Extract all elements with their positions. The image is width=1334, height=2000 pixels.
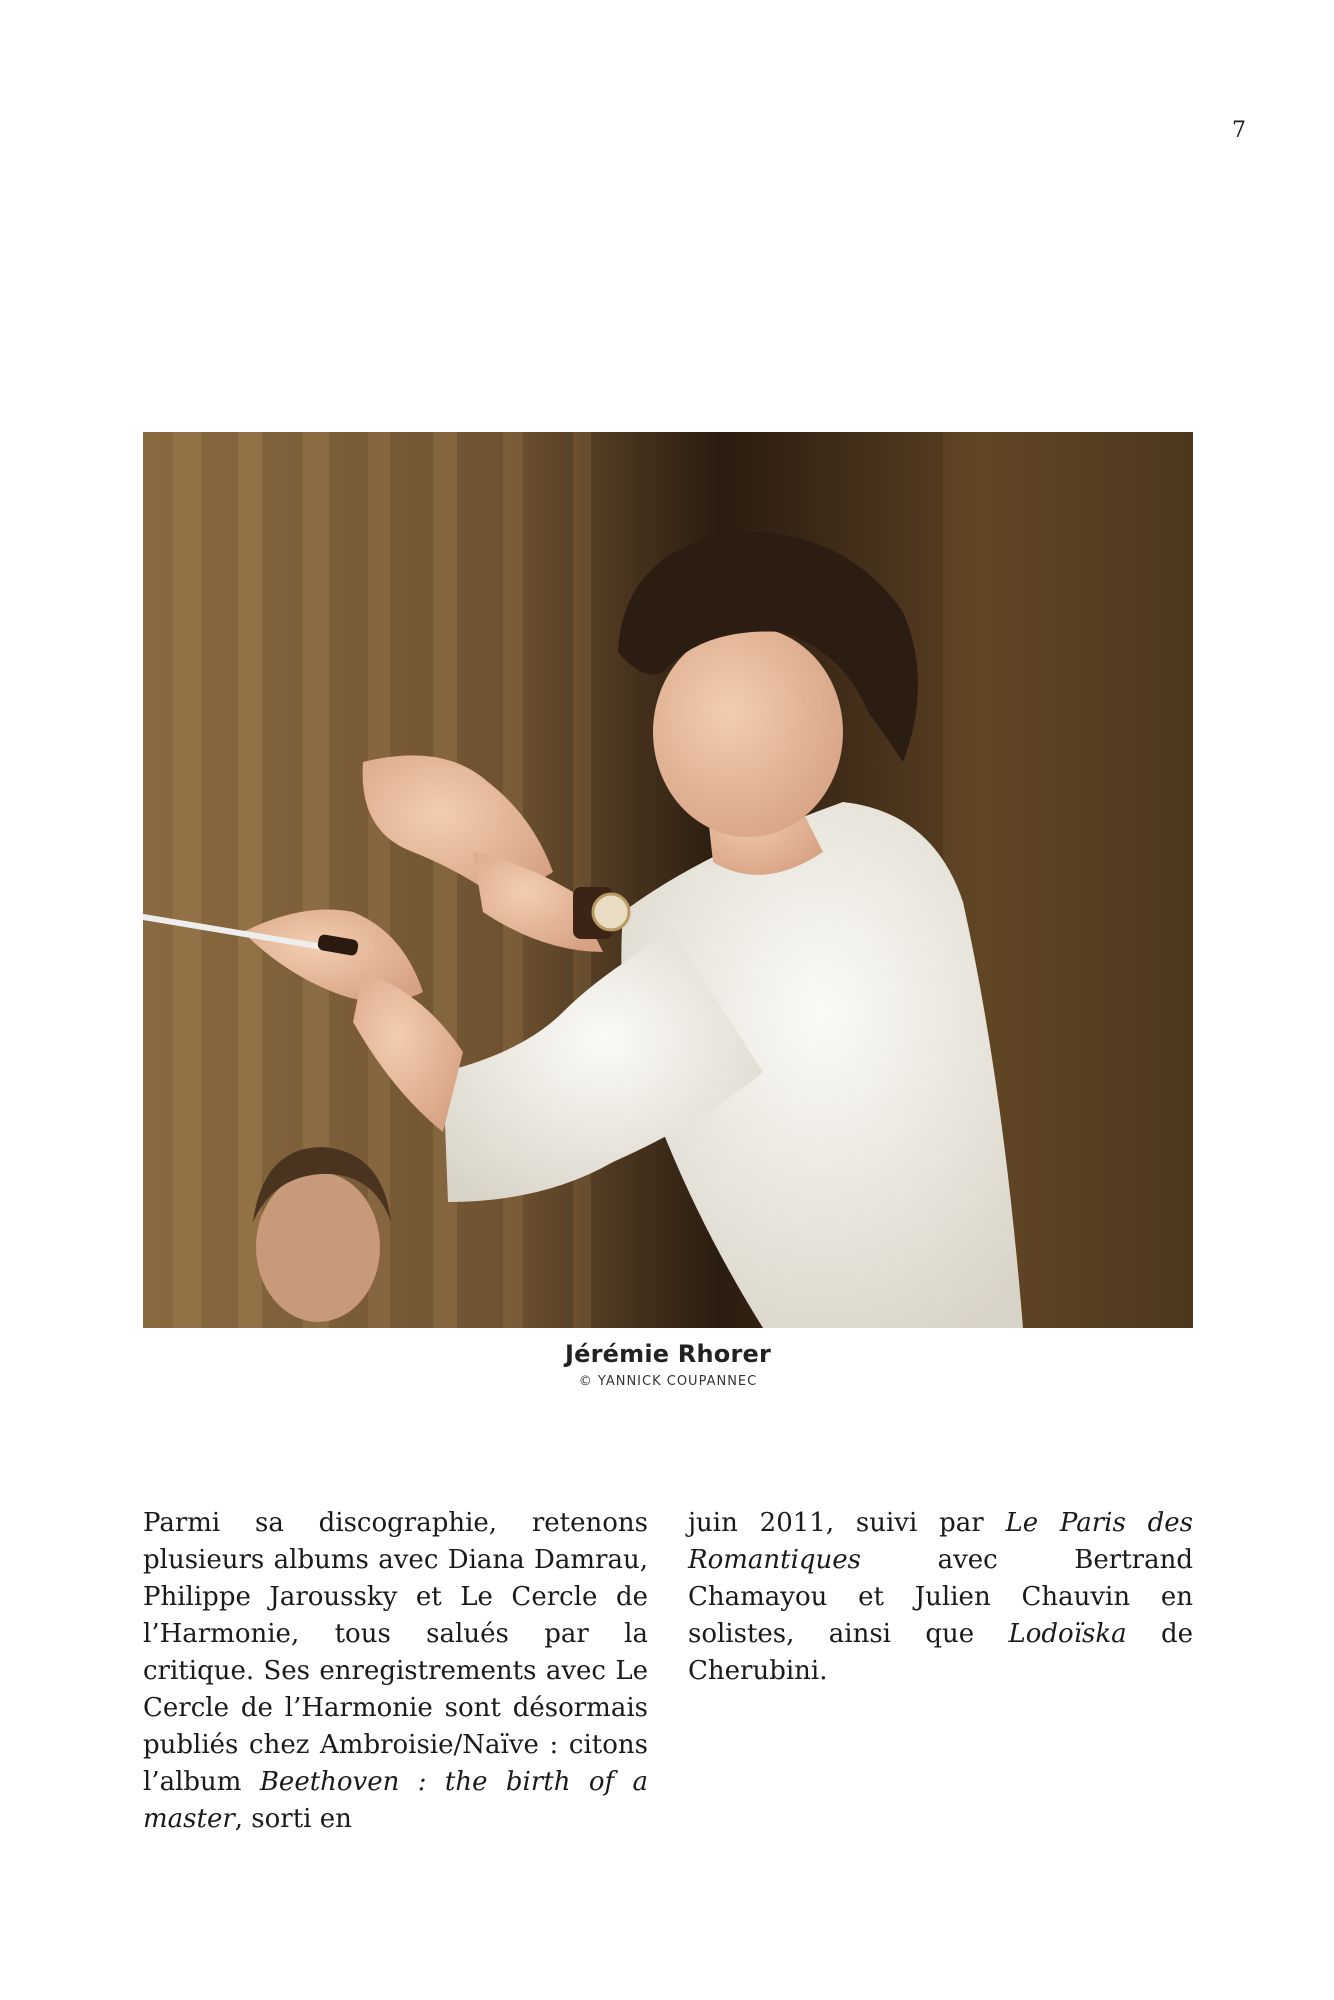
opera-title: Lodoïska: [1008, 1619, 1127, 1649]
album-title: Le Paris des Romantiques: [688, 1508, 1193, 1575]
conductor-photo: [143, 432, 1193, 1328]
photo-caption: [143, 1340, 1193, 1389]
body-text: , sorti en: [234, 1804, 352, 1834]
body-column-right: [688, 1505, 1193, 1690]
caption-credit: © YANNICK COUPANNEC: [578, 1374, 758, 1389]
page-number: 7: [1232, 118, 1246, 143]
body-column-left: [143, 1505, 648, 1838]
caption-name: Jérémie Rhorer: [565, 1340, 771, 1368]
body-text: de Cherubini.: [688, 1619, 1194, 1686]
body-text: juin 2011, suivi par: [688, 1508, 1006, 1538]
body-text: Parmi sa discographie, retenons plusieurs albums avec Diana Damrau, Philippe Jaroussky et Le Cercle de l’Harmonie, tous salués par la critique. Ses enregistrements avec Le Cercle de l’Harmonie sont désormais publiés chez Ambroisie/Naïve : citons l’album: [143, 1508, 648, 1797]
body-text: avec Bertrand Chamayou et Julien Chauvin en solistes, ainsi que: [688, 1545, 1193, 1649]
album-title: Beethoven : the birth of a master: [143, 1767, 648, 1834]
